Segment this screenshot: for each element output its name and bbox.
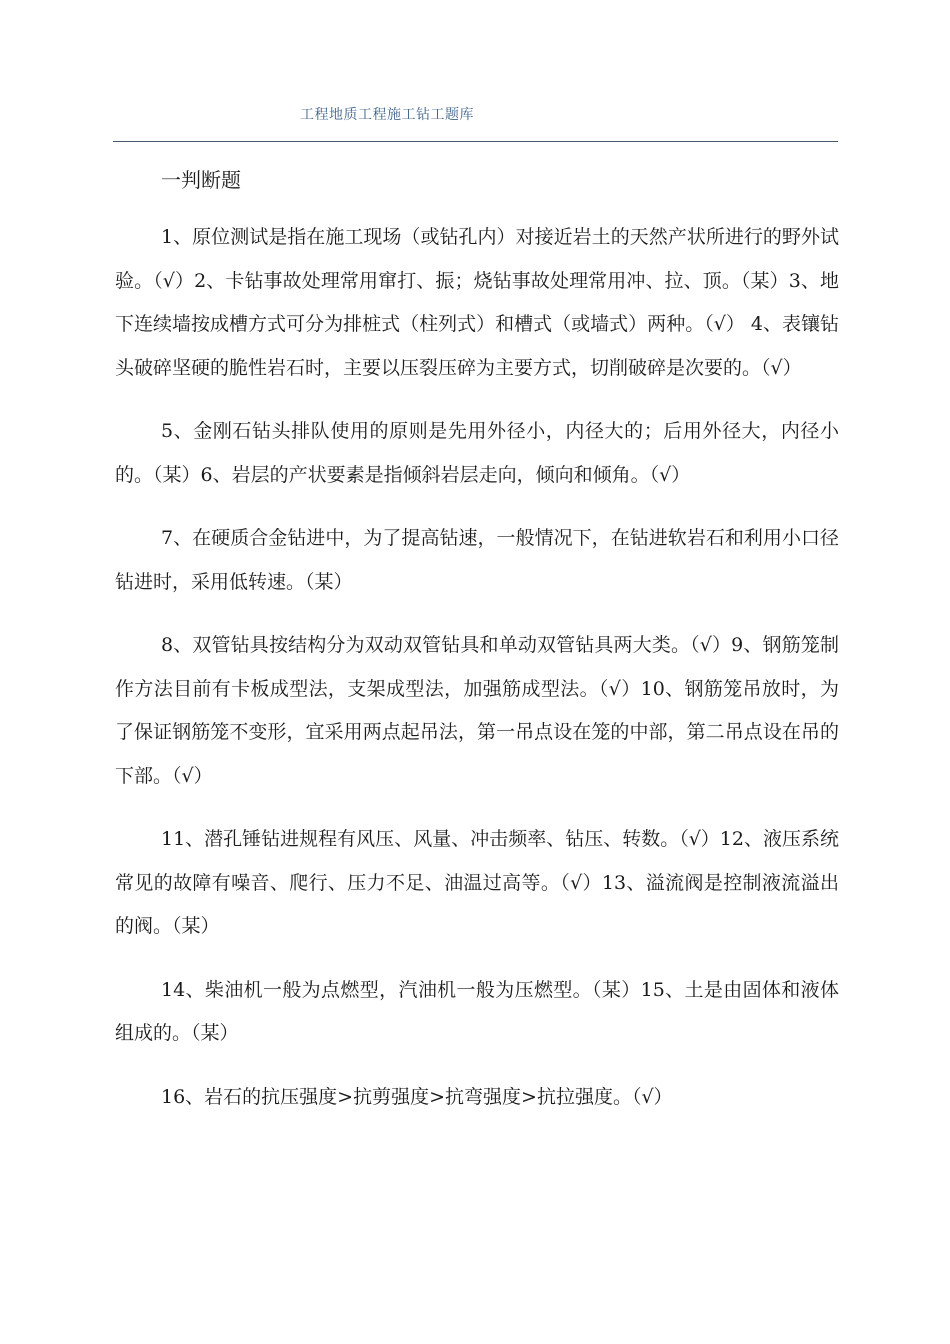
- header-divider: [113, 141, 838, 142]
- section-heading: 一判断题: [161, 168, 241, 192]
- document-body: [115, 166, 839, 1139]
- question-paragraph-7: 16、岩石的抗压强度>抗剪强度>抗弯强度>抗拉强度。（√）: [161, 1085, 673, 1108]
- question-paragraph-4: 8、双管钻具按结构分为双动双管钻具和单动双管钻具两大类。（√）9、钢筋笼制作方法目前有卡板成型法，支架成型法，加强筋成型法。（√）10、钢筋笼吊放时，为了保证钢筋笼不变形，宜采用两点起吊法，第一吊点设在笼的中部，第二吊点设在吊的下部。（√）: [115, 634, 839, 787]
- question-paragraph-1: 1、原位测试是指在施工现场（或钻孔内）对接近岩土的天然产状所进行的野外试验。（√）2、卡钻事故处理常用窜打、振；烧钻事故处理常用冲、拉、顶。（某）3、地下连续墙按成槽方式可分为排桩式（柱列式）和槽式（或墙式）两种。（√） 4、表镶钻头破碎坚硬的脆性岩石时，主要以压裂压碎为主要方式，切削破碎是次要的。（√）: [115, 226, 839, 379]
- document-header-title: 工程地质工程施工钻工题库: [300, 107, 474, 123]
- question-paragraph-2: 5、金刚石钻头排队使用的原则是先用外径小，内径大的；后用外径大，内径小的。（某）6、岩层的产状要素是指倾斜岩层走向，倾向和倾角。（√）: [115, 420, 839, 486]
- question-paragraph-3: 7、在硬质合金钻进中，为了提高钻速，一般情况下，在钻进软岩石和利用小口径钻进时，采用低转速。（某）: [115, 527, 839, 593]
- question-paragraph-5: 11、潜孔锤钻进规程有风压、风量、冲击频率、钻压、转数。（√）12、液压系统常见的故障有噪音、爬行、压力不足、油温过高等。（√）13、溢流阀是控制液流溢出的阀。（某）: [115, 828, 839, 937]
- question-paragraph-6: 14、柴油机一般为点燃型，汽油机一般为压燃型。（某）15、土是由固体和液体组成的。（某）: [115, 978, 839, 1044]
